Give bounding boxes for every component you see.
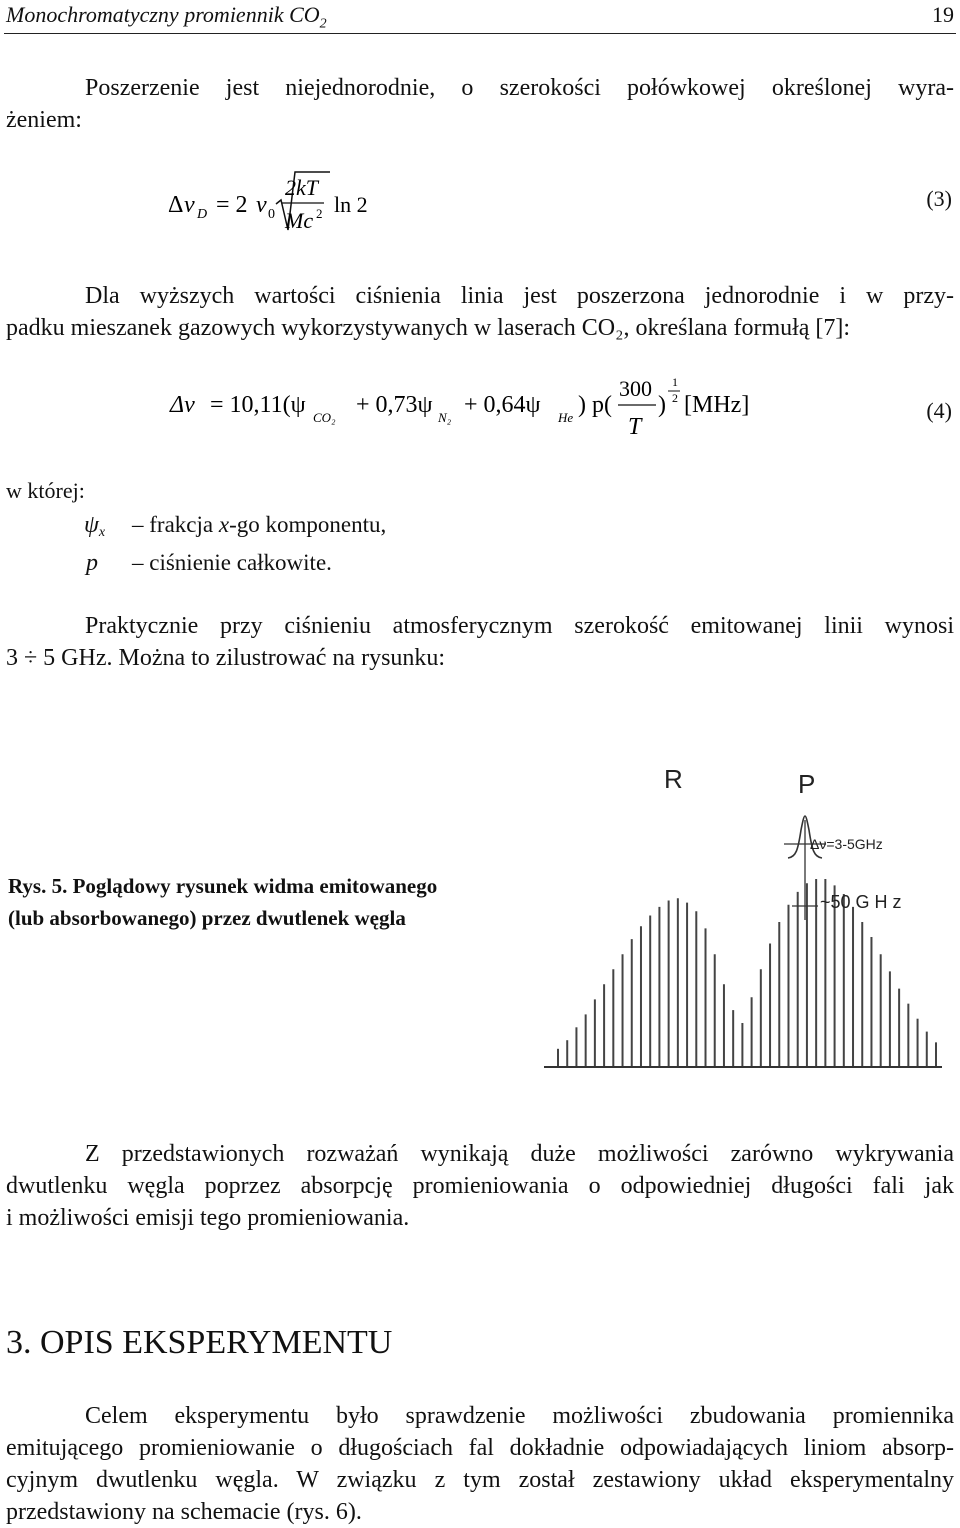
eq3-denominator: Mc — [285, 208, 314, 233]
eq3-delta: Δ — [168, 192, 184, 218]
legend-text-psi: – frakcja x-go komponentu, — [132, 512, 387, 537]
legend-item-psi: $\psi_x$ — [84, 512, 106, 541]
legend-item-p: p — [86, 550, 98, 576]
eq3-nu: ν — [184, 192, 195, 218]
eq4-den: T — [628, 414, 642, 440]
page-number: 19 — [932, 2, 954, 27]
eq4-unit: [MHz] — [684, 392, 750, 418]
eq3-sub-d: D — [197, 207, 208, 222]
eq4-sub-he: He — [558, 410, 574, 425]
running-header: Monochromatyczny promiennik $CO_2$ — [6, 2, 327, 32]
section-heading: 3. OPIS EKSPERYMENTU — [6, 1324, 393, 1361]
eq3-equals: = 2 — [216, 192, 248, 218]
equation-3 — [168, 170, 378, 236]
paragraph-2: Dla wyższych wartości ciśnienia linia jest poszerzona jednorodnie i w przy- padku mieszanek gazowych wykorzystywanych w laserach CO₂, określana formułą [7]: — [6, 283, 954, 341]
legend-text-p: – ciśnienie całkowite. — [132, 550, 332, 575]
eq4-term3: + 0,64ψ — [464, 392, 541, 418]
eq4-term2: + 0,73ψ — [356, 392, 433, 418]
eq4-lhs: Δν — [170, 392, 195, 418]
legend-intro: w której: — [6, 478, 85, 503]
equation-4 — [170, 370, 770, 442]
label-p: P — [798, 769, 816, 799]
equation-4-label: (4) — [926, 398, 952, 423]
eq4-equals: = 10,11(ψ — [210, 392, 306, 418]
paragraph-3: Praktycznie przy ciśnieniu atmosferycznym szerokość emitowanej linii wynosi 3 ÷ 5 GHz. Można to zilustrować na rysunku: — [6, 613, 954, 671]
paragraph-1: Poszerzenie jest niejednorodnie, o szerokości połówkowej określonej wyra- żeniem: — [6, 75, 954, 133]
equation-3-svg — [168, 170, 378, 236]
eq4-num: 300 — [619, 376, 652, 401]
eq4-exp-den: 2 — [672, 391, 678, 405]
header-rule — [4, 33, 956, 34]
paragraph-5: Celem eksperymentu było sprawdzenie możliwości zbudowania promiennika emitującego promieniowanie o długościach fal dokładnie odpowiadających liniom absorp- cyjnym dwutlenku węgla. W związku z tym został zestawiony układ eksperymentalny przedstawiony na schemacie (rys. 6). — [6, 1403, 954, 1525]
width-label: Δν=3-5GHz — [810, 836, 883, 852]
eq4-exp-num: 1 — [672, 375, 678, 389]
eq3-sub-0: 0 — [268, 207, 275, 222]
eq4-p: ) p( — [578, 392, 612, 418]
label-r: R — [664, 764, 683, 794]
spacing-label: ~50 G H z — [820, 892, 902, 912]
figure-caption: Rys. 5. Poglądowy rysunek widma emitowanego (lub absorbowanego) przez dwutlenek węgla — [8, 874, 438, 930]
equation-4-svg — [170, 370, 770, 442]
eq4-sub-co2: CO₂ — [313, 410, 336, 425]
spectrum-figure — [540, 760, 960, 1075]
paragraph-4: Z przedstawionych rozważań wynikają duże możliwości zarówno wykrywania dwutlenku węgla poprzez absorpcję promieniowania o odpowiedniej długości fali jak i możliwości emisji tego promieniowania. — [6, 1141, 954, 1231]
eq3-numerator: 2kT — [285, 175, 318, 200]
eq3-ln: ln 2 — [334, 192, 368, 217]
spectrum-svg — [540, 760, 960, 1075]
eq4-sub-n2: N₂ — [438, 410, 452, 425]
equation-3-label: (3) — [926, 186, 952, 211]
eq3-nu2: ν — [256, 192, 267, 218]
eq3-den-exp: 2 — [316, 206, 323, 221]
eq4-close: ) — [658, 392, 666, 418]
